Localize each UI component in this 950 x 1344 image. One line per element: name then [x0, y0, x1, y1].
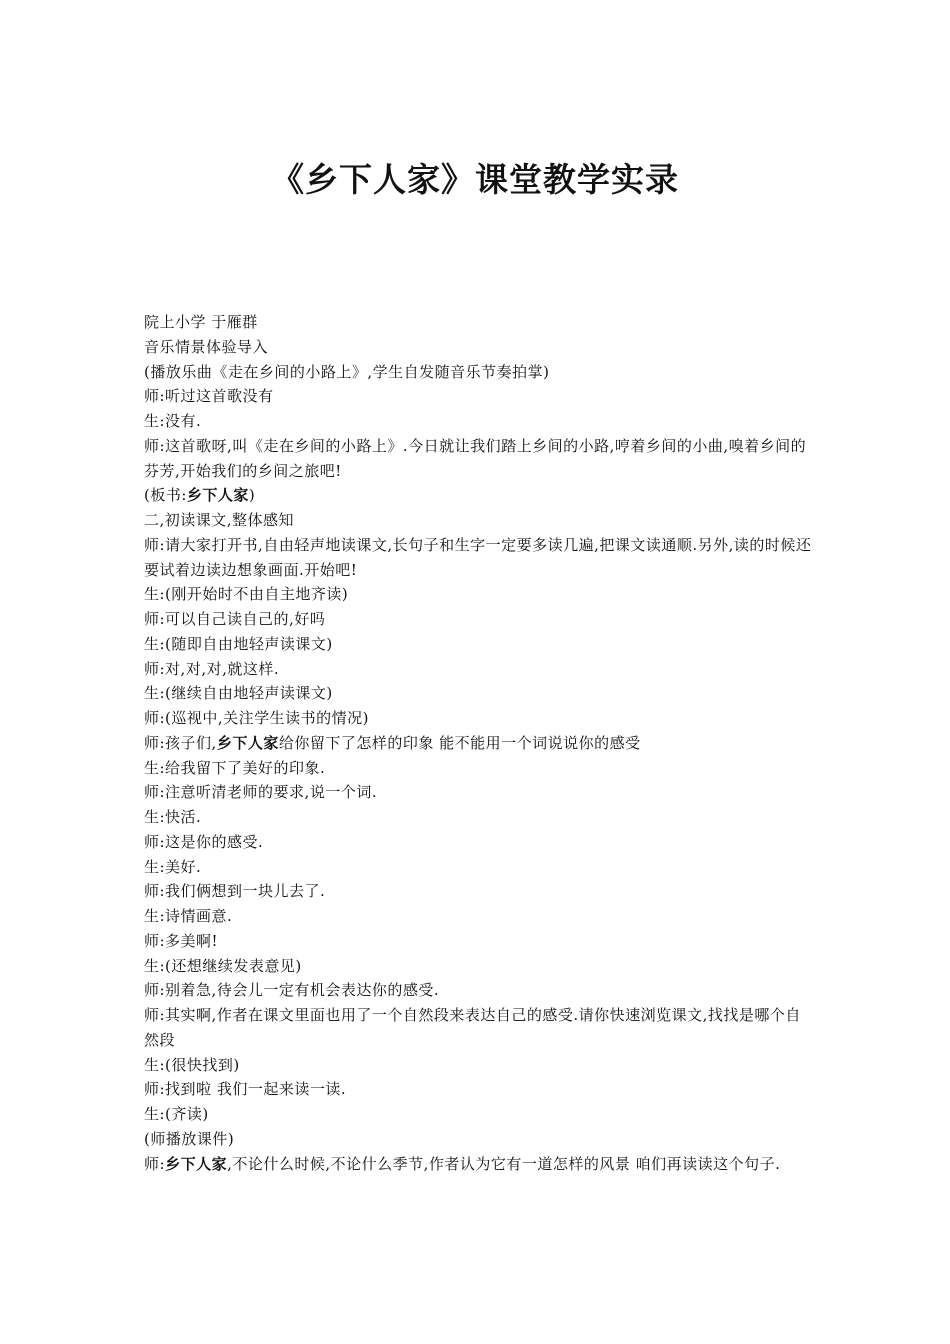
text-segment: 师:别着急,待会儿一定有机会表达你的感受.	[144, 981, 440, 1000]
paragraph-line	[144, 1003, 812, 1053]
text-segment: 师:注意听清老师的要求,说一个词.	[144, 783, 378, 802]
paragraph-line	[144, 929, 812, 954]
text-segment: 师:多美啊!	[144, 931, 219, 950]
paragraph-line	[144, 756, 812, 781]
text-segment: )	[248, 486, 256, 505]
text-segment: (播放乐曲《走在乡间的小路上》,学生自发随音乐节奏拍掌)	[144, 362, 550, 381]
text-segment: 生:(刚开始时不由自主地齐读)	[144, 585, 349, 604]
paragraph-line	[144, 1102, 812, 1127]
paragraph-line	[144, 855, 812, 880]
text-segment: 生:(随即自由地轻声读课文)	[144, 634, 333, 653]
text-segment: 生:(很快找到)	[144, 1055, 240, 1074]
text-segment: 师:(巡视中,关注学生读书的情况)	[144, 709, 370, 727]
paragraph-line	[144, 434, 812, 484]
paragraph-line	[144, 533, 812, 583]
text-segment: 师:听过这首歌没有	[144, 387, 274, 406]
bold-text: 乡下人家	[216, 733, 279, 752]
document-title: 《乡下人家》课堂教学实录	[271, 160, 679, 199]
text-segment: 生:给我留下了美好的印象.	[144, 758, 326, 777]
paragraph-line	[144, 310, 812, 335]
paragraph-line	[144, 879, 812, 904]
text-segment: 二,初读课文,整体感知	[144, 511, 295, 529]
text-segment: 生:(继续自由地轻声读课文)	[144, 684, 333, 703]
paragraph-line	[144, 780, 812, 805]
text-segment: 生:(还想继续发表意见)	[144, 956, 302, 975]
text-segment: 师:请大家打开书,自由轻声地读课文,长句子和生字一定要多读几遍,把课文读通顺.另外,读的时候还要试着边读边想象画面.开始吧!	[144, 535, 812, 579]
text-segment: 生:诗情画意.	[144, 907, 233, 925]
text-segment: 给你留下了怎样的印象 能不能用一个词说说你的感受	[278, 733, 641, 752]
paragraph-line	[144, 632, 812, 657]
text-segment: 师:孩子们,	[144, 733, 217, 752]
text-segment: (师播放课件)	[144, 1129, 235, 1148]
paragraph-line	[144, 731, 812, 756]
paragraph-line	[144, 409, 812, 434]
paragraph-line	[144, 607, 812, 632]
text-segment: 生:快活.	[144, 808, 202, 826]
paragraph-line	[144, 384, 812, 409]
bold-text: 乡下人家	[186, 486, 249, 505]
paragraph-line	[144, 1077, 812, 1102]
paragraph-line	[144, 978, 812, 1003]
text-segment: 师:可以自己读自己的,好吗	[144, 610, 326, 628]
paragraph-line	[144, 1152, 812, 1177]
text-segment: 师:其实啊,作者在课文里面也用了一个自然段来表达自己的感受.请你快速浏览课文,找找是哪个自然段	[144, 1006, 801, 1049]
text-segment: 音乐情景体验导入	[144, 337, 269, 356]
text-segment: 生:没有.	[144, 412, 202, 430]
paragraph-line	[144, 830, 812, 855]
text-segment: 师:	[144, 1154, 166, 1173]
text-segment: 师:这首歌呀,叫《走在乡间的小路上》.今日就让我们踏上乡间的小路,哼着乡间的小曲,嗅着乡间的芬芳,开始我们的乡间之旅吧!	[144, 436, 807, 480]
text-segment: 生:(齐读)	[144, 1105, 209, 1123]
document-body	[144, 310, 812, 1176]
paragraph-line	[144, 508, 812, 533]
text-segment: (板书:	[144, 486, 187, 505]
paragraph-line	[144, 360, 812, 385]
paragraph-line	[144, 1053, 812, 1078]
paragraph-line	[144, 954, 812, 979]
paragraph-line	[144, 805, 812, 830]
paragraph-line	[144, 657, 812, 682]
paragraph-line	[144, 706, 812, 731]
text-segment: ,不论什么时候,不论什么季节,作者认为它有一道怎样的风景 咱们再读读这个句子.	[227, 1154, 781, 1173]
paragraph-line	[144, 1127, 812, 1152]
text-segment: 师:找到啦 我们一起来读一读.	[144, 1080, 347, 1099]
text-segment: 师:对,对,对,就这样.	[144, 659, 280, 678]
paragraph-line	[144, 681, 812, 706]
text-segment: 院上小学 于雁群	[144, 313, 258, 331]
text-segment: 师:这是你的感受.	[144, 832, 264, 851]
bold-text: 乡下人家	[165, 1154, 228, 1173]
paragraph-line	[144, 582, 812, 607]
text-segment: 师:我们俩想到一块儿去了.	[144, 882, 326, 901]
paragraph-line	[144, 483, 812, 508]
paragraph-line	[144, 904, 812, 929]
paragraph-line	[144, 335, 812, 360]
text-segment: 生:美好.	[144, 857, 202, 876]
